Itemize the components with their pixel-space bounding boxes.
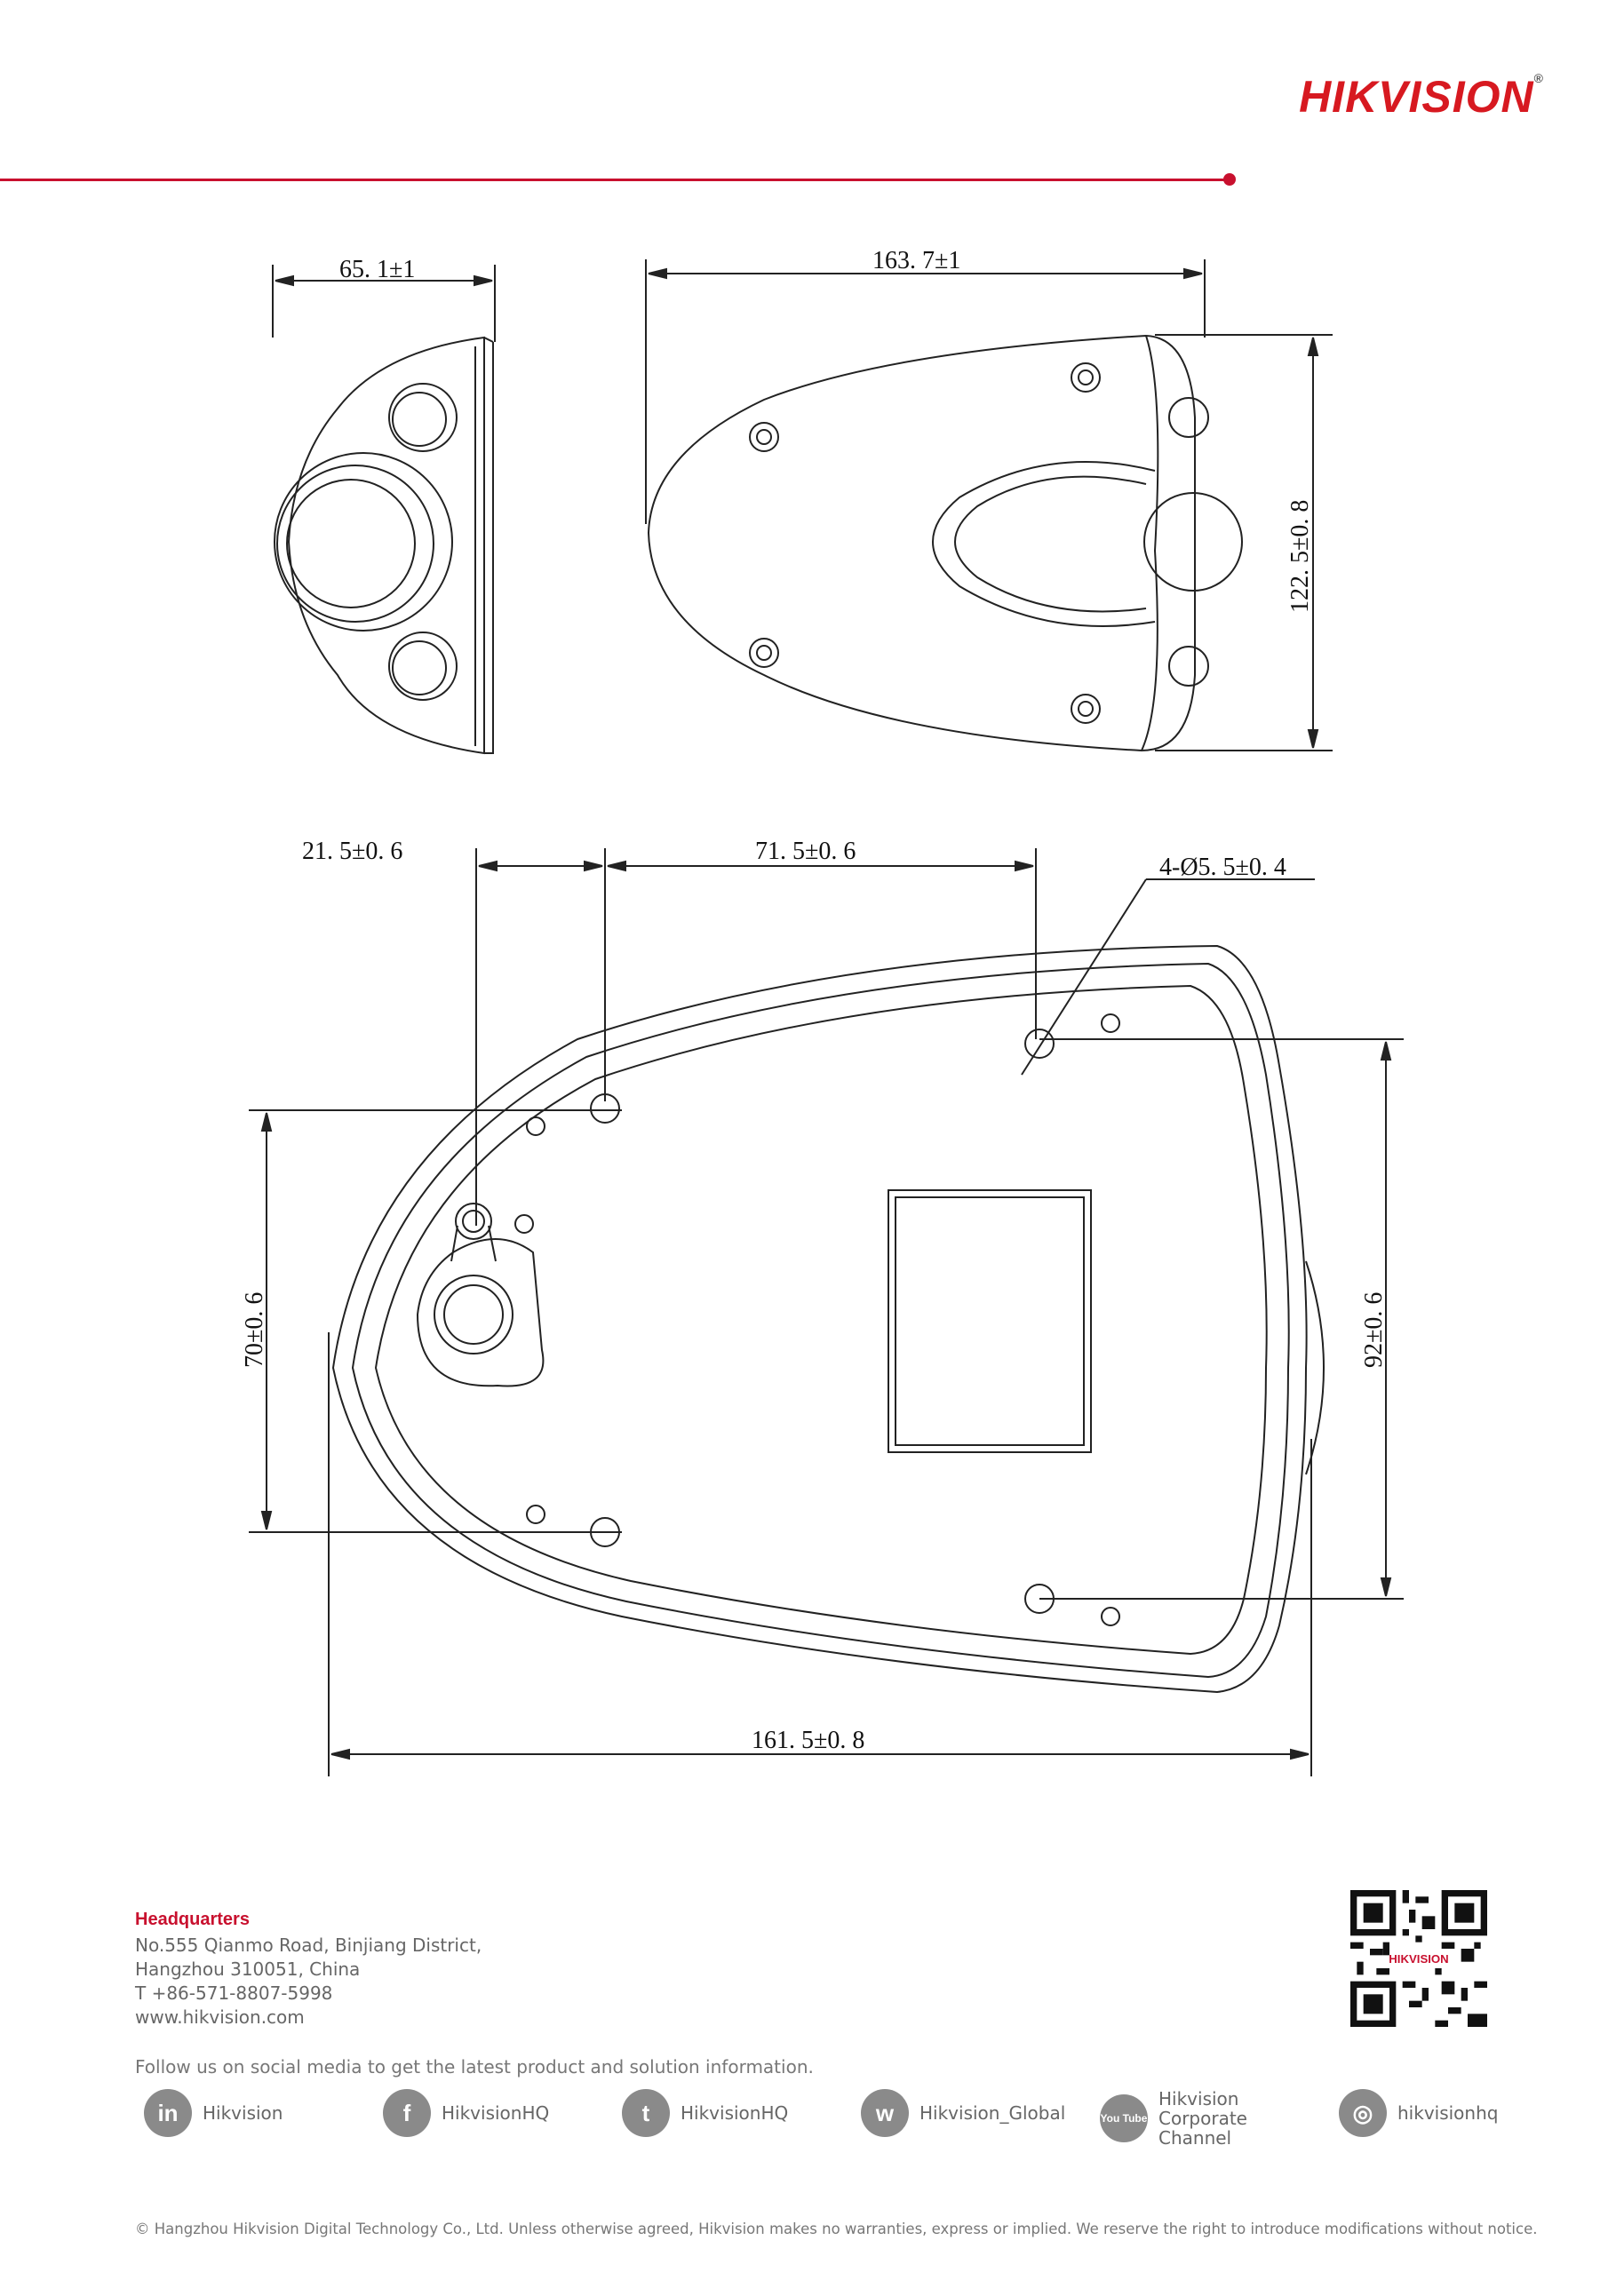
social-label: HikvisionHQ xyxy=(442,2102,550,2124)
side-width-label: 65. 1±1 xyxy=(339,256,416,283)
instagram-icon: ◎ xyxy=(1339,2089,1387,2137)
social-label: Hikvision_Global xyxy=(919,2102,1066,2124)
bottom-length-label: 161. 5±0. 8 xyxy=(752,1727,865,1754)
side-view xyxy=(273,256,495,753)
right-spacing-label: 92±0. 6 xyxy=(1360,1291,1388,1368)
social-label: HikvisionHQ xyxy=(681,2102,789,2124)
qr-code xyxy=(1350,1890,1487,2027)
hq-address-line-2: Hangzhou 310051, China xyxy=(135,1958,361,1980)
hole-offset-a-label: 21. 5±0. 6 xyxy=(302,838,403,865)
top-height-label: 122. 5±0. 8 xyxy=(1286,499,1314,613)
hikvision-logo: HIKVISION® xyxy=(1299,71,1544,122)
twitter-icon: t xyxy=(622,2089,670,2137)
social-facebook[interactable] xyxy=(383,2089,549,2137)
youtube-icon: You Tube xyxy=(1100,2094,1148,2142)
follow-text: Follow us on social media to get the latest product and solution information. xyxy=(135,2056,814,2078)
hole-offset-b-label: 71. 5±0. 6 xyxy=(755,838,856,865)
social-youtube[interactable] xyxy=(1100,2089,1318,2148)
social-twitter[interactable] xyxy=(622,2089,788,2137)
social-label: Hikvision Corporate Channel xyxy=(1158,2088,1247,2149)
top-view xyxy=(646,247,1333,751)
headquarters-block xyxy=(135,1910,482,2030)
hq-address-line-1: No.555 Qianmo Road, Binjiang District, xyxy=(135,1935,482,1956)
social-instagram[interactable] xyxy=(1339,2089,1498,2137)
facebook-icon: f xyxy=(383,2089,431,2137)
hq-phone: T +86-571-8807-5998 xyxy=(135,1982,333,2004)
left-spacing-label: 70±0. 6 xyxy=(241,1291,268,1368)
social-wechat[interactable] xyxy=(861,2089,1065,2137)
bottom-view xyxy=(241,838,1404,1776)
wechat-icon: w xyxy=(861,2089,909,2137)
social-linkedin[interactable] xyxy=(144,2089,283,2137)
hole-spec-label: 4-Ø5. 5±0. 4 xyxy=(1159,854,1286,881)
linkedin-icon: in xyxy=(144,2089,192,2137)
qr-logo-text: HIKVISION xyxy=(1389,1952,1449,1966)
copyright-notice: © Hangzhou Hikvision Digital Technology Co., Ltd. Unless otherwise agreed, Hikvision makes no warranties, express or implied. We reserve the right to introduce modifications without notice. xyxy=(135,2221,1538,2237)
hq-title: Headquarters xyxy=(135,1910,250,1929)
top-length-label: 163. 7±1 xyxy=(872,247,961,274)
social-label: hikvisionhq xyxy=(1397,2102,1499,2124)
social-label: Hikvision xyxy=(203,2102,283,2124)
hq-website[interactable]: www.hikvision.com xyxy=(135,2006,305,2028)
